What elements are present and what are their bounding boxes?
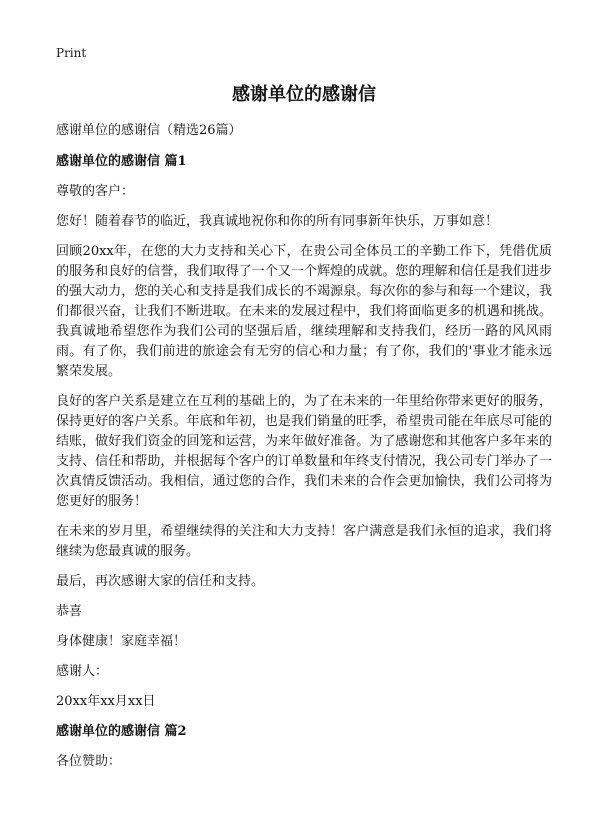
date-line: 20xx年xx月xx日 [56, 694, 156, 709]
body-paragraph-3: 在未来的岁月里，希望继续得的关注和大力支持！客户满意是我们永恒的追求，我们将继续为您最真诚的服务。 [56, 524, 552, 559]
closing-line-2: 身体健康！家庭幸福！ [56, 634, 187, 649]
document-body [56, 121, 552, 782]
greeting-paragraph: 您好！随着春节的临近，我真诚地祝你和你的所有同事新年快乐，万事如意！ [56, 214, 499, 229]
salutation: 尊敬的客户： [56, 184, 135, 199]
document-subtitle: 感谢单位的感谢信（精选26篇） [56, 123, 242, 138]
body-paragraph-2: 良好的客户关系是建立在互利的基础上的，为了在未来的一年里给你带来更好的服务，保持更好的客户关系。年底和年初，也是我们销量的旺季，希望贵司能在年底尽可能的结账，做好我们资金的回笼和运营，为来年做好准备。为了感谢您和其他客户多年来的支持、信任和帮助，并根据每个客户的订单数量和年终支付情况，我公司专门举办了一次真情反馈活动。我相信，通过您的合作，我们未来的合作会更加愉快，我们公司将为您更好的服务！ [56, 394, 552, 509]
signature-line: 感谢人： [56, 664, 109, 679]
section-heading-1: 感谢单位的感谢信 篇1 [56, 154, 187, 169]
body-paragraph-4: 最后，再次感谢大家的信任和支持。 [56, 574, 265, 589]
closing-line-1: 恭喜 [56, 604, 83, 619]
print-label: Print [56, 46, 87, 60]
salutation-2: 各位赞助： [56, 754, 122, 769]
section-heading-2: 感谢单位的感谢信 篇2 [56, 724, 187, 739]
body-paragraph-1: 回顾20xx年，在您的大力支持和关心下，在贵公司全体员工的辛勤工作下，凭借优质的服务和良好的信誉，我们取得了一个又一个辉煌的成就。您的理解和信任是我们进步的强大动力，您的关心和支持是我们成长的不竭源泉。每次你的参与和每一个建议，我们都很兴奋，让我们不断进取。在未来的发展过程中，我们将面临更多的机遇和挑战。我真诚地希望您作为我们公司的坚强后盾，继续理解和支持我们，经历一路的风风雨雨。有了你，我们前进的旅途会有无穷的信心和力量；有了你，我们的'事业才能永远繁荣发展。 [56, 244, 552, 379]
page-title: 感谢单位的感谢信 [232, 84, 376, 105]
